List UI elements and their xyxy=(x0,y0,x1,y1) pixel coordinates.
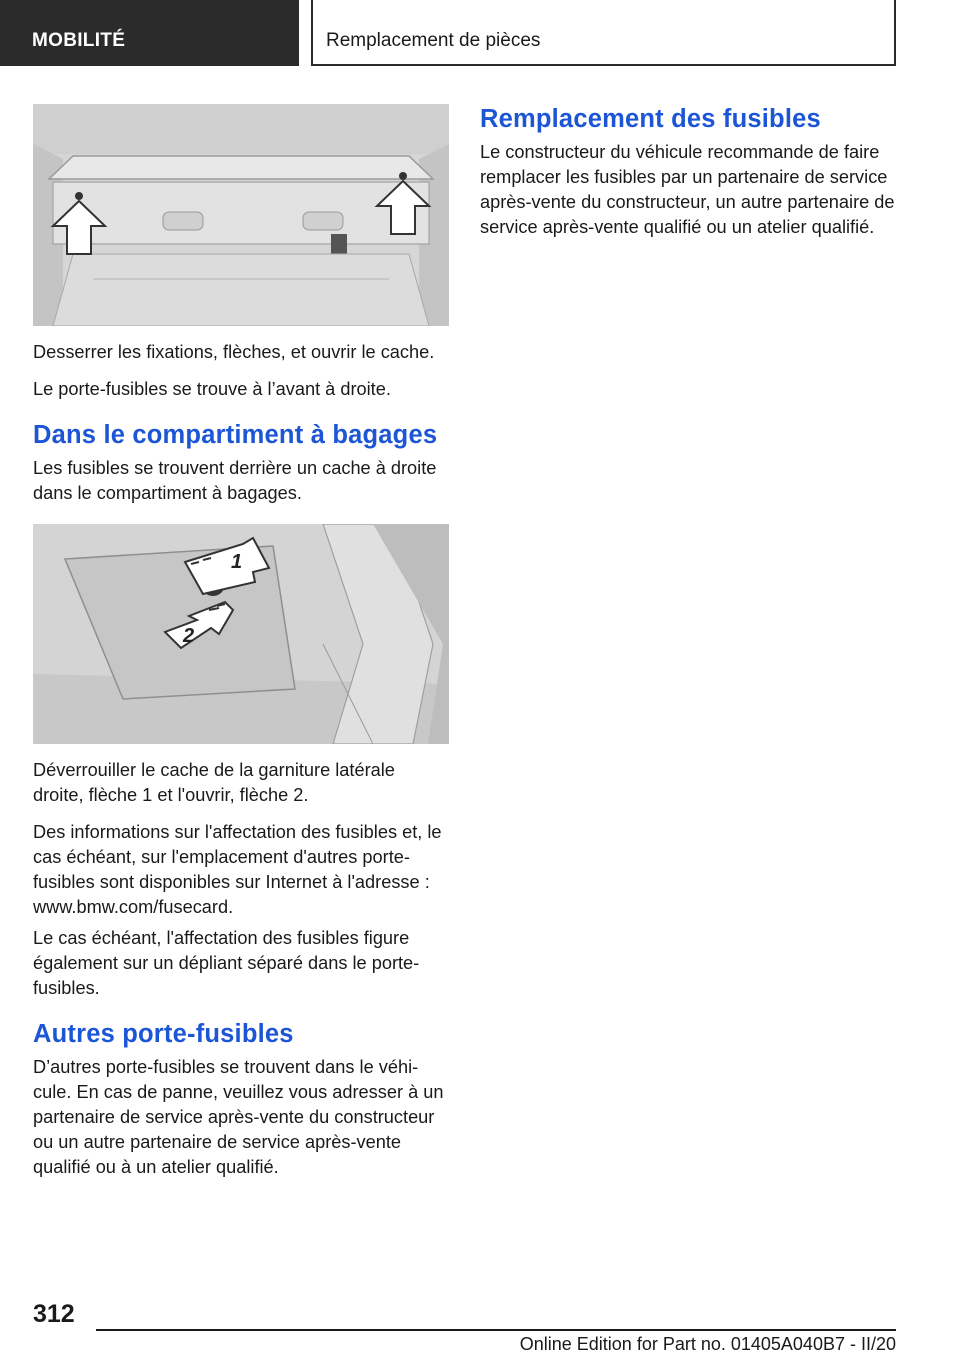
footer-divider xyxy=(96,1329,896,1331)
figure-front-fuse-cover xyxy=(33,104,449,326)
front-fuse-location-text: Le porte-fusibles se trouve à l’avant à droite. xyxy=(33,379,391,399)
heading-fuse-replacement: Remplacement des fusibles xyxy=(480,105,821,133)
heading-trunk-compartment: Dans le compartiment à bagages xyxy=(33,421,438,449)
arrow-label-1: 1 xyxy=(231,551,243,573)
figure2-caption: Déverrouiller le cache de la garniture latérale droite, flèche 1 et l'ouvrir, flèche 2. xyxy=(33,760,395,805)
fuse-replacement-text: Le constructeur du véhicule recommande de faire remplacer les fusibles par un partenaire de service après-vente du constructeur, un autre partenaire de service après-vente qualifié ou un atelier qualifié. xyxy=(480,142,895,237)
right-column xyxy=(480,104,896,250)
footer-edition: Online Edition for Part no. 01405A040B7 - II/20 xyxy=(519,1334,896,1354)
front-fuse-cover-illustration xyxy=(33,104,449,326)
figure1-caption: Desserrer les fixations, flèches, et ouvrir le cache. xyxy=(33,342,435,362)
header-page-title: Remplacement de pièces xyxy=(311,0,896,66)
left-column xyxy=(33,104,449,1190)
fuse-info-text: Des informations sur l'affectation des fusibles et, le cas échéant, sur l'emplacement d'autres porte-fusibles sont disponibles sur Internet à l'adresse : www.bmw.com/fusecard. xyxy=(33,822,442,917)
figure-trunk-fuse-cover xyxy=(33,524,449,744)
fuse-leaflet-text: Le cas échéant, l'affectation des fusibles figure également sur un dépliant séparé dans le porte-fusibles. xyxy=(33,928,420,998)
page-number: 312 xyxy=(33,1300,75,1328)
trunk-fuse-cover-illustration xyxy=(33,524,449,744)
arrow-label-2: 2 xyxy=(183,625,195,647)
other-fuse-boxes-text: D’autres porte-fusibles se trouvent dans le véhicule. En cas de panne, veuillez vous adresser à un partenaire de service après-vente du constructeur ou un autre partenaire de service après-vente qualifié ou à un atelier qualifié. xyxy=(33,1057,444,1177)
header-section-label: MOBILITÉ xyxy=(0,0,299,66)
trunk-fuse-text: Les fusibles se trouvent derrière un cache à droite dans le compartiment à bagages. xyxy=(33,458,437,503)
heading-other-fuse-boxes: Autres porte-fusibles xyxy=(33,1020,294,1048)
